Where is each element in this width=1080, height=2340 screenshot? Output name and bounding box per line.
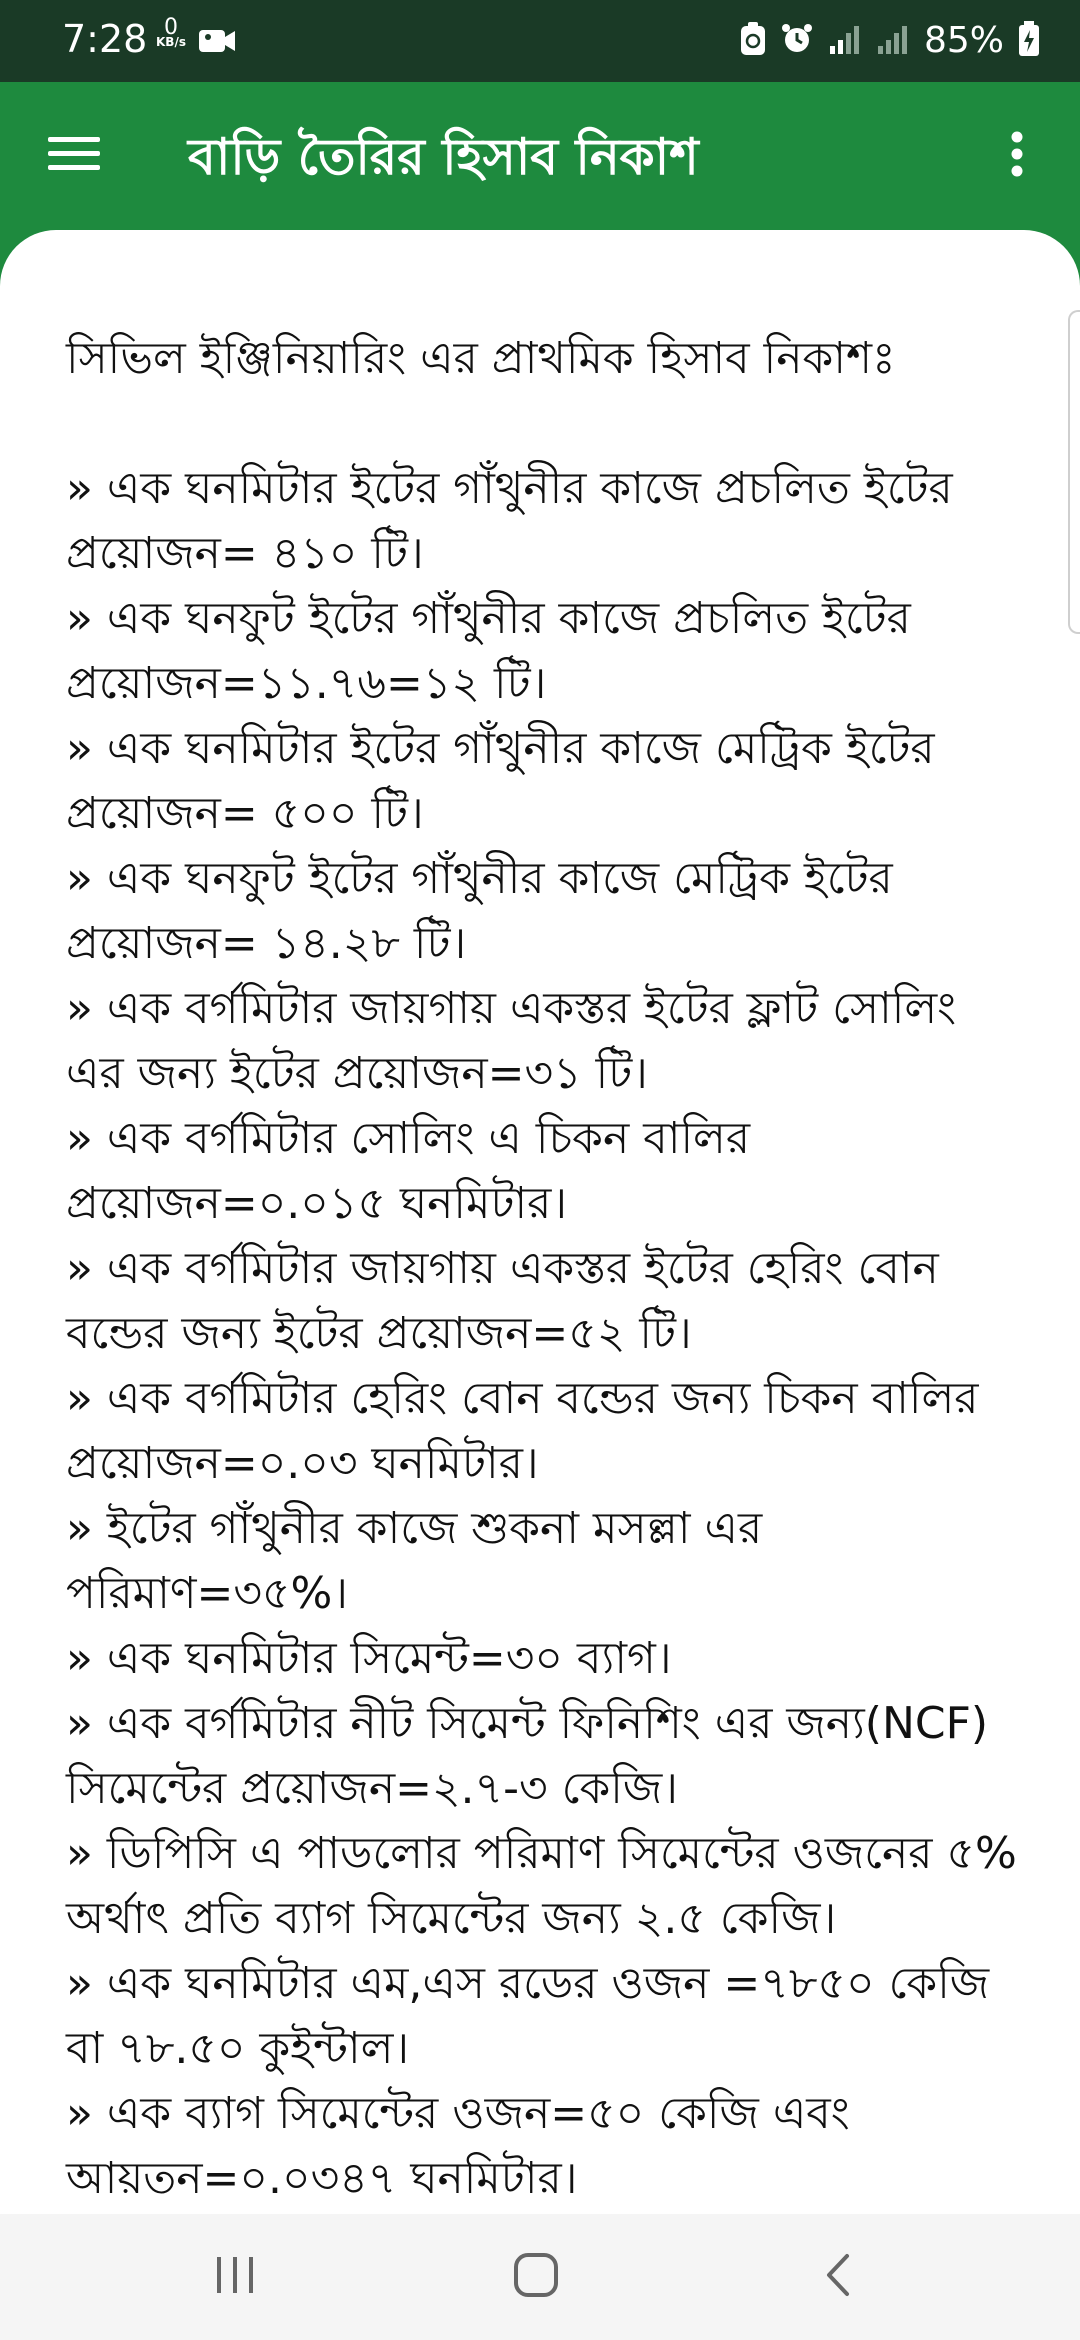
home-button[interactable] [476, 2232, 596, 2322]
list-item: » এক বর্গমিটার জায়গায় একস্তর ইটের হেরিং বোন বন্ডের জন্য ইটের প্রয়োজন=৫২ টি। [66, 1243, 939, 1359]
more-vert-icon [1010, 131, 1024, 181]
list-item: » এক ঘনমিটার সিমেন্ট=৩০ ব্যাগ। [66, 1633, 672, 1684]
content-card[interactable] [0, 230, 1080, 2270]
status-bar [0, 0, 1080, 82]
alarm-icon [780, 22, 814, 60]
status-time: 7:28 [62, 17, 148, 61]
battery-charging-icon [1018, 21, 1040, 61]
content-heading: সিভিল ইঞ্জিনিয়ারিং এর প্রাথমিক হিসাব নিকাশঃ [66, 333, 896, 384]
signal-icon [828, 24, 862, 58]
list-item: » এক বর্গমিটার নীট সিমেন্ট ফিনিশিং এর জন্য(NCF) সিমেন্টের প্রয়োজন=২.৭-৩ কেজি। [66, 1698, 989, 1814]
more-options-button[interactable] [982, 118, 1052, 194]
back-icon [823, 2252, 853, 2302]
video-camera-icon [198, 26, 236, 60]
status-icons [740, 16, 1040, 66]
list-item: » এক ঘনফুট ইটের গাঁথুনীর কাজে মেট্রিক ইটের প্রয়োজন= ১৪.২৮ টি। [66, 853, 893, 969]
content-text [66, 326, 1026, 2211]
list-item: » ডিপিসি এ পাডলোর পরিমাণ সিমেন্টের ওজনের ৫% অর্থাৎ প্রতি ব্যাগ সিমেন্টের জন্য ২.৫ কেজি। [66, 1828, 1017, 1944]
list-item: » এক ঘনমিটার ইটের গাঁথুনীর কাজে প্রচলিত ইটের প্রয়োজন= ৪১০ টি। [66, 463, 953, 579]
scrollbar[interactable] [1068, 310, 1080, 634]
data-saver-icon [740, 22, 766, 60]
app-bar [0, 82, 1080, 242]
list-item: » এক ঘনফুট ইটের গাঁথুনীর কাজে প্রচলিত ইটের প্রয়োজন=১১.৭৬=১২ টি। [66, 593, 911, 709]
back-button[interactable] [778, 2232, 898, 2322]
home-icon [512, 2251, 560, 2303]
menu-button[interactable] [36, 118, 112, 194]
data-speed-indicator [150, 15, 192, 50]
battery-percent: 85% [923, 20, 1004, 61]
list-item: » এক ঘনমিটার ইটের গাঁথুনীর কাজে মেট্রিক ইটের প্রয়োজন= ৫০০ টি। [66, 723, 935, 839]
signal-icon [876, 24, 910, 58]
data-speed-unit: KB/s [156, 35, 186, 49]
list-item: » এক বর্গমিটার সোলিং এ চিকন বালির প্রয়োজন=০.০১৫ ঘনমিটার। [66, 1113, 751, 1229]
recent-apps-icon [213, 2255, 257, 2299]
app-title: বাড়ি তৈরির হিসাব নিকাশ [188, 128, 699, 186]
navigation-bar [0, 2214, 1080, 2340]
list-item: » এক বর্গমিটার হেরিং বোন বন্ডের জন্য চিকন বালির প্রয়োজন=০.০৩ ঘনমিটার। [66, 1373, 979, 1489]
list-item: » ইটের গাঁথুনীর কাজে শুকনা মসল্লা এর পরিমাণ=৩৫%। [66, 1503, 763, 1619]
hamburger-menu-icon [48, 135, 100, 177]
data-speed-value: 0 [164, 15, 178, 40]
list-item: » এক ঘনমিটার এম,এস রডের ওজন =৭৮৫০ কেজি বা ৭৮.৫০ কুইন্টাল। [66, 1958, 990, 2074]
recent-apps-button[interactable] [175, 2232, 295, 2322]
list-item: » এক বর্গমিটার জায়গায় একস্তর ইটের ফ্লাট সোলিং এর জন্য ইটের প্রয়োজন=৩১ টি। [66, 983, 957, 1099]
list-item: » এক ব্যাগ সিমেন্টের ওজন=৫০ কেজি এবং আয়তন=০.০৩৪৭ ঘনমিটার। [66, 2088, 850, 2204]
